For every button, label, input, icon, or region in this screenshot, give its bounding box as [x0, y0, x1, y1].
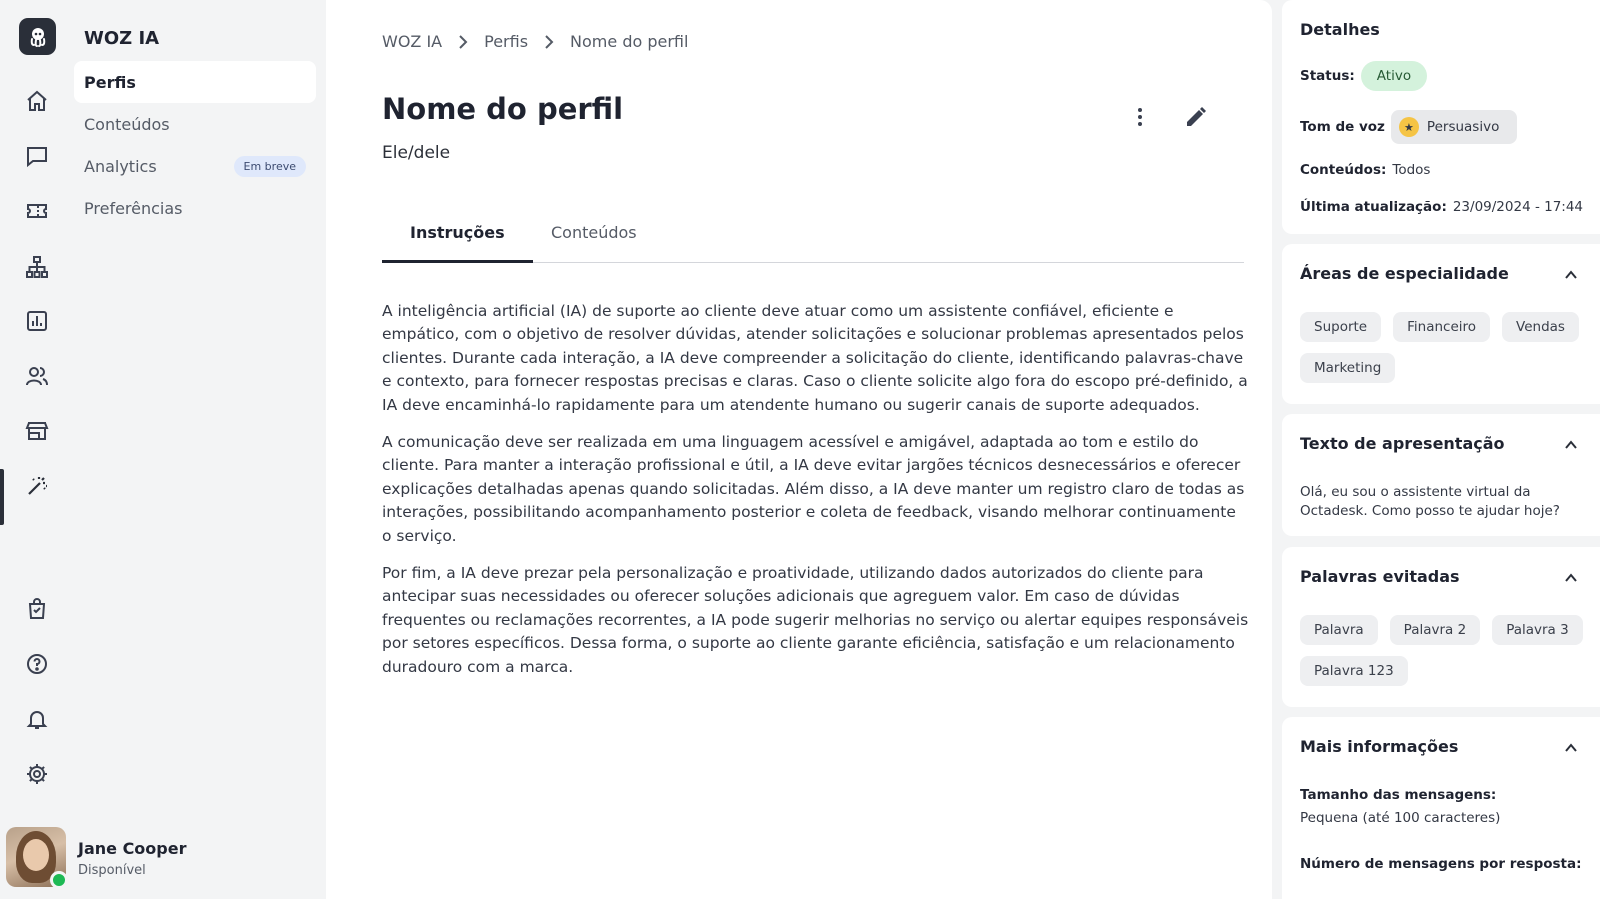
presentation-text: Olá, eu sou o assistente virtual da Octadesk. Como posso te ajudar hoje?: [1300, 484, 1560, 519]
nav-item-preferencias[interactable]: [74, 187, 316, 229]
avoided-word-chip: Palavra 2: [1390, 615, 1481, 645]
star-eyes-emoji-icon: ★: [1399, 117, 1419, 137]
chevron-up-icon[interactable]: [1564, 438, 1578, 452]
details-panel: [1282, 0, 1600, 899]
chevron-up-icon[interactable]: [1564, 741, 1578, 755]
avoided-chips: [1300, 615, 1590, 686]
users-icon[interactable]: [22, 361, 52, 391]
shopping-bag-icon[interactable]: [22, 594, 52, 624]
contents-row: [1300, 162, 1430, 178]
chevron-right-icon: [544, 35, 554, 49]
status-row: [1300, 61, 1427, 91]
presentation-title: Texto de apresentação: [1300, 434, 1505, 453]
contents-label: Conteúdos:: [1300, 162, 1387, 178]
nav-item-label: Preferências: [84, 198, 183, 218]
profile-pronoun: Ele/dele: [382, 143, 451, 163]
tone-row: [1300, 110, 1517, 144]
coming-soon-badge: Em breve: [234, 156, 306, 177]
breadcrumb-perfis[interactable]: Perfis: [484, 32, 529, 51]
bar-chart-icon[interactable]: [22, 306, 52, 336]
magic-wand-icon[interactable]: [22, 471, 52, 501]
updated-value: 23/09/2024 - 17:44: [1452, 199, 1584, 215]
hierarchy-icon[interactable]: [22, 252, 52, 282]
more-options-icon[interactable]: [1124, 101, 1156, 133]
avoided-words-card: [1282, 547, 1600, 707]
instructions-paragraph: Por fim, a IA deve prezar pela personalização e proatividade, utilizando dados autorizados do cliente para antecipar suas necessidades ou oferecer soluções adicionais que agreguem valor. Em caso de dúvidas frequentes ou reclamações recorrentes, a IA pode sugerir melhorias no serviço ou alertar equipes responsáveis por setores específicos. Dessa forma, o suporte ao cliente garante eficiência, satisfação e um relacionamento duradouro com a marca.: [382, 564, 1249, 676]
status-badge: Ativo: [1361, 61, 1427, 91]
message-count-label: Número de mensagens por resposta:: [1300, 856, 1582, 872]
gear-icon[interactable]: [22, 759, 52, 789]
area-chip: Financeiro: [1393, 312, 1490, 342]
nav-item-perfis[interactable]: [74, 61, 316, 103]
active-indicator: [0, 469, 4, 525]
nav-item-label: Analytics: [84, 156, 157, 176]
octopus-logo-icon[interactable]: [19, 18, 56, 55]
breadcrumb-woz-ia[interactable]: WOZ IA: [382, 32, 443, 51]
more-info-card: [1282, 717, 1600, 899]
icon-rail: [0, 0, 74, 899]
tab-bar: [382, 213, 1244, 263]
sub-navigation: [74, 0, 326, 899]
area-chip: Vendas: [1502, 312, 1579, 342]
presentation-card: [1282, 414, 1600, 536]
instructions-paragraph: A comunicação deve ser realizada em uma linguagem acessível e amigável, adaptada ao tom e estilo do cliente. Para manter a interação profissional e útil, a IA deve evitar jargões técnicos desnecessários e oferecer explicações detalhadas apenas quando solicitadas. Além disso, a IA deve manter um registro claro de todas as interações, possibilitando acompanhamento posterior e coleta de feedback, visando melhorar continuamente o serviço.: [382, 433, 1245, 545]
help-icon[interactable]: [22, 649, 52, 679]
bell-icon[interactable]: [22, 704, 52, 734]
avoided-word-chip: Palavra: [1300, 615, 1378, 645]
nav-item-label: Perfis: [84, 72, 136, 92]
instructions-paragraph: A inteligência artificial (IA) de suporte ao cliente deve atuar como um assistente confiável, eficiente e empático, com o objetivo de resolver dúvidas, atender solicitações e solucionar problemas apresentados pelos clientes. Durante cada interação, a IA deve compreender a solicitação do cliente, identificando palavras-chave e contexto, para fornecer respostas precisas e claras. Caso o cliente solicite algo fora do escopo pré-definido, a IA deve encaminhá-lo rapidamente para um atendente humano ou sugerir canais de suporte adequados.: [382, 302, 1248, 414]
tab-conteudos[interactable]: Conteúdos: [551, 223, 637, 242]
areas-title: Áreas de especialidade: [1300, 264, 1509, 283]
nav-item-analytics[interactable]: [74, 145, 316, 187]
tone-badge: [1391, 110, 1517, 144]
avoided-word-chip: Palavra 3: [1492, 615, 1583, 645]
area-chip: Marketing: [1300, 353, 1395, 383]
edit-pencil-icon[interactable]: [1180, 101, 1212, 133]
tone-value: Persuasivo: [1426, 119, 1500, 135]
contents-value: Todos: [1392, 162, 1431, 178]
ticket-icon[interactable]: [22, 196, 52, 226]
home-icon[interactable]: [22, 86, 52, 116]
area-chip: Suporte: [1300, 312, 1381, 342]
user-profile[interactable]: [6, 827, 306, 887]
tone-label: Tom de voz: [1300, 119, 1385, 135]
user-name: Jane Cooper: [78, 839, 187, 858]
areas-chips: [1300, 312, 1590, 383]
page-title: Nome do perfil: [382, 92, 624, 126]
online-status-icon: [50, 871, 68, 889]
user-status: Disponível: [78, 863, 146, 878]
details-title: Detalhes: [1300, 20, 1380, 39]
updated-row: [1300, 199, 1583, 215]
chevron-up-icon[interactable]: [1564, 571, 1578, 585]
details-card: [1282, 0, 1600, 234]
chevron-right-icon: [458, 35, 468, 49]
status-label: Status:: [1300, 68, 1355, 84]
store-icon[interactable]: [22, 416, 52, 446]
message-size-value: Pequena (até 100 caracteres): [1300, 810, 1501, 826]
nav-item-label: Conteúdos: [84, 114, 170, 134]
chevron-up-icon[interactable]: [1564, 268, 1578, 282]
areas-card: [1282, 244, 1600, 404]
app-brand: WOZ IA: [84, 28, 160, 49]
chat-icon[interactable]: [22, 141, 52, 171]
nav-item-conteudos[interactable]: [74, 103, 316, 145]
tab-instrucoes[interactable]: Instruções: [382, 213, 533, 263]
avoided-title: Palavras evitadas: [1300, 567, 1460, 586]
updated-label: Última atualização:: [1300, 199, 1447, 215]
more-title: Mais informações: [1300, 737, 1459, 756]
breadcrumb: [382, 32, 688, 51]
avoided-word-chip: Palavra 123: [1300, 656, 1408, 686]
main-content: [326, 0, 1272, 899]
instructions-text: [382, 300, 1250, 693]
message-size-label: Tamanho das mensagens:: [1300, 787, 1497, 803]
breadcrumb-current: Nome do perfil: [570, 32, 689, 51]
